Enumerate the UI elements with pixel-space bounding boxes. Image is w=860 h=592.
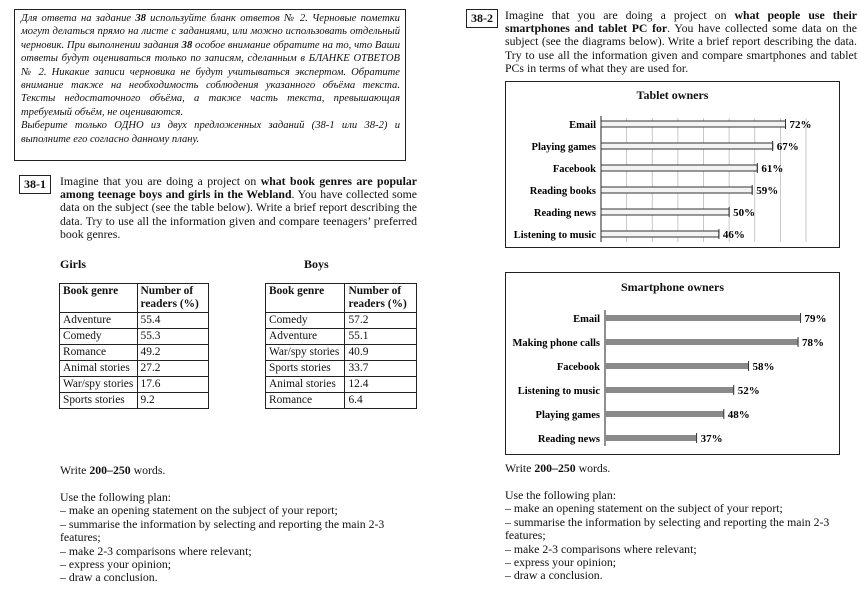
value-label: 50% <box>733 207 756 219</box>
plan-item: – express your opinion; <box>505 555 617 570</box>
category-label: Listening to music <box>513 230 596 241</box>
genre-cell: Adventure <box>266 329 345 345</box>
bar <box>601 187 752 193</box>
value-label: 67% <box>776 141 799 153</box>
genre-cell: Romance <box>60 345 138 361</box>
instructions-choice: Выберите только ОДНО из двух предложенных заданий (38-1 или 38-2) и выполните его согласно данному плану. <box>21 120 400 145</box>
table-row <box>266 345 417 361</box>
readers-cell: 9.2 <box>137 393 208 409</box>
readers-cell: 17.6 <box>137 377 208 393</box>
table-row <box>266 361 417 377</box>
table-header-row <box>266 284 417 313</box>
plan-title: Use the following plan: <box>505 488 617 502</box>
task-38-1-word-count: Write 200–250 words. <box>60 463 166 477</box>
category-label: Playing games <box>535 410 600 421</box>
category-label: Making phone calls <box>512 338 600 349</box>
task-38-1-number: 38-1 <box>19 175 51 194</box>
bar <box>601 209 729 215</box>
task-38-1-plan <box>60 491 420 585</box>
readers-cell: 6.4 <box>345 393 417 409</box>
readers-cell: 12.4 <box>345 377 417 393</box>
instructions-text: особое внимание обратите на то, что Ваши ответы будут оцениваться только по записям, сделанным в БЛАНКЕ ОТВЕТОВ № 2. Никакие записи черновика не будут учитываться экспертом. Обратите внимание также на необходимость соблюдения указанного объёма текста. Тексты недостаточного объёма, а также часть текста, превышающая требуемый объём, не оцениваются. <box>21 39 400 118</box>
value-label: 78% <box>802 337 825 349</box>
plan-item: – make an opening statement on the subject of your report; <box>60 503 338 518</box>
value-label: 48% <box>727 409 750 421</box>
category-label: Email <box>573 314 600 325</box>
col-genre-header: Book genre <box>60 284 138 313</box>
col-readers-header: Number of readers (%) <box>137 284 208 313</box>
plan-item: – express your opinion; <box>60 557 172 572</box>
table-row <box>266 313 417 329</box>
instructions-text: Для ответа на задание <box>21 13 136 24</box>
plan-item: – summarise the information by selecting and reporting the main 2-3 features; <box>60 516 385 545</box>
bar <box>605 315 801 321</box>
table-header-row <box>60 284 209 313</box>
bar <box>605 435 697 441</box>
girls-table <box>59 283 209 409</box>
readers-cell: 27.2 <box>137 361 208 377</box>
genre-cell: Sports stories <box>60 393 138 409</box>
category-label: Reading news <box>533 208 596 219</box>
task-38-2-intro: Imagine that you are doing a project on what people use their smartphones and tablet PC for. You have collected some data on the subject (see the diagrams below). Write a brief report describing the data. Try to use all the information given and compare smartphones and tablet PCs in terms of what they are used for. <box>505 8 857 75</box>
task-number-ref: 38 <box>135 13 146 24</box>
genre-cell: Comedy <box>60 329 138 345</box>
category-label: Listening to music <box>517 386 600 397</box>
bar <box>601 165 757 171</box>
bar <box>605 411 724 417</box>
plan-item: – summarise the information by selecting and reporting the main 2-3 features; <box>505 514 830 543</box>
category-label: Reading news <box>537 434 600 445</box>
tablet-owners-chart <box>505 81 840 248</box>
table-row <box>60 377 209 393</box>
boys-table <box>265 283 417 409</box>
bar <box>605 363 749 369</box>
genre-cell: Animal stories <box>266 377 345 393</box>
category-label: Email <box>569 120 596 131</box>
value-label: 79% <box>804 313 827 325</box>
smartphone-chart-svg <box>506 273 839 454</box>
value-label: 61% <box>761 163 784 175</box>
genre-cell: Adventure <box>60 313 138 329</box>
bar <box>601 231 719 237</box>
table-row <box>266 393 417 409</box>
value-label: 52% <box>737 385 760 397</box>
category-label: Facebook <box>552 164 596 175</box>
category-label: Reading books <box>529 186 596 197</box>
tablet-chart-svg <box>506 82 839 247</box>
genre-cell: Romance <box>266 393 345 409</box>
readers-cell: 55.1 <box>345 329 417 345</box>
plan-item: – make an opening statement on the subject of your report; <box>505 501 783 516</box>
plan-item: – make 2-3 comparisons where relevant; <box>60 543 252 558</box>
chart-title: Tablet owners <box>636 88 709 102</box>
genre-cell: War/spy stories <box>60 377 138 393</box>
task-38-2-plan <box>505 489 855 583</box>
plan-item: – make 2-3 comparisons where relevant; <box>505 541 697 556</box>
readers-cell: 33.7 <box>345 361 417 377</box>
readers-cell: 55.3 <box>137 329 208 345</box>
girls-label: Girls <box>60 257 86 271</box>
plan-title: Use the following plan: <box>60 490 172 504</box>
genre-cell: Sports stories <box>266 361 345 377</box>
readers-cell: 49.2 <box>137 345 208 361</box>
category-label: Facebook <box>556 362 600 373</box>
table-row <box>60 393 209 409</box>
instructions-box <box>14 9 406 161</box>
table-row <box>60 313 209 329</box>
col-readers-header: Number of readers (%) <box>345 284 417 313</box>
category-label: Playing games <box>531 142 596 153</box>
table-row <box>60 329 209 345</box>
readers-cell: 55.4 <box>137 313 208 329</box>
table-row <box>266 377 417 393</box>
value-label: 37% <box>700 433 723 445</box>
table-row <box>60 361 209 377</box>
chart-title: Smartphone owners <box>620 280 724 294</box>
task-38-2-number: 38-2 <box>466 9 498 28</box>
bar <box>605 387 734 393</box>
value-label: 72% <box>789 119 812 131</box>
task-38-1-intro: Imagine that you are doing a project on what book genres are popular among teenage boys and girls in the Webland. You have collected some data on the subject (see the table below). Write a brief report describing the data. Try to use all the information given and compare teenagers’ preferred book genres. <box>60 174 418 241</box>
readers-cell: 40.9 <box>345 345 417 361</box>
genre-cell: Animal stories <box>60 361 138 377</box>
value-label: 46% <box>722 229 745 241</box>
table-row <box>266 329 417 345</box>
genre-cell: War/spy stories <box>266 345 345 361</box>
task-number-ref: 38 <box>181 39 193 51</box>
task-38-2-word-count: Write 200–250 words. <box>505 461 611 475</box>
genre-cell: Comedy <box>266 313 345 329</box>
table-row <box>60 345 209 361</box>
plan-item: – draw a conclusion. <box>505 568 603 583</box>
col-genre-header: Book genre <box>266 284 345 313</box>
value-label: 59% <box>756 185 779 197</box>
bar <box>601 121 786 127</box>
boys-label: Boys <box>304 257 329 271</box>
value-label: 58% <box>752 361 775 373</box>
smartphone-owners-chart <box>505 272 840 455</box>
bar <box>605 339 798 345</box>
instructions-text: используйте бланк ответов № 2. Черновые пометки могут делаться прямо на листе с заданиями, или можно использовать отдельный черновик. При выполнении задания <box>21 13 400 51</box>
readers-cell: 57.2 <box>345 313 417 329</box>
plan-item: – draw a conclusion. <box>60 570 158 585</box>
bar <box>601 143 773 149</box>
